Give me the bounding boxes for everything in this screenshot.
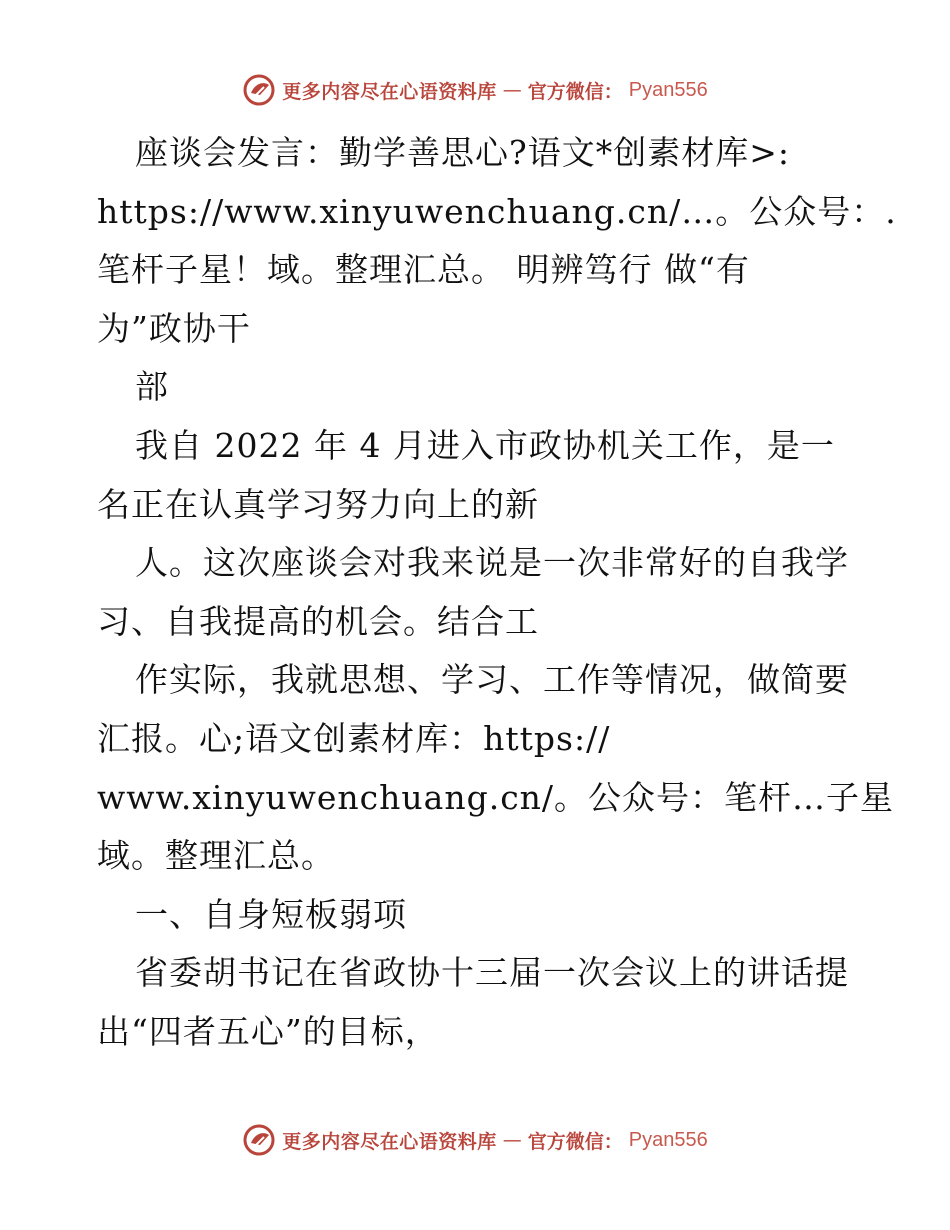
logo-icon — [242, 1123, 276, 1157]
footer-banner — [0, 1120, 950, 1160]
banner-wechat-label: 官方微信： — [527, 80, 623, 103]
text-line: 名正在认真学习努力向上的新 — [97, 484, 539, 524]
logo-icon — [242, 73, 276, 107]
text-line: 汇报。心;语文创素材库：https:// — [97, 718, 611, 758]
document-body — [97, 124, 897, 1062]
banner-separator: — — [502, 79, 522, 101]
section-heading: 一、自身短板弱项 — [135, 894, 407, 934]
banner-wechat-id: Pyan556 — [628, 78, 708, 101]
text-line: 人。这次座谈会对我来说是一次非常好的自我学 — [135, 543, 849, 583]
text-line: 部 — [135, 367, 169, 407]
text-line: 我自 2022 年 4 月进入市政协机关工作，是一 — [135, 425, 835, 465]
text-line: 座谈会发言：勤学善思心?语文*创素材库>: — [135, 133, 790, 172]
text-line: 作实际，我就思想、学习、工作等情况，做简要 — [135, 660, 849, 700]
banner-text: 更多内容尽在心语资料库 — [282, 80, 497, 103]
text-line: 域。整理汇总。 — [97, 836, 335, 876]
text-line: 为”政协干 — [97, 308, 251, 348]
banner-wechat-id: Pyan556 — [628, 1128, 708, 1151]
text-line: 习、自我提高的机会。结合工 — [97, 601, 539, 641]
text-line: www.xinyuwenchuang.cn/。公众号：笔杆…子星 — [97, 777, 895, 817]
banner-separator: — — [502, 1129, 522, 1151]
text-line: 省委胡书记在省政协十三届一次会议上的讲话提 — [135, 953, 849, 993]
header-banner — [0, 70, 950, 110]
banner-text: 更多内容尽在心语资料库 — [282, 1130, 497, 1153]
banner-wechat-label: 官方微信： — [527, 1130, 623, 1153]
text-line: 笔杆子星！域。整理汇总。 明辨笃行 做“有 — [97, 250, 750, 290]
text-line: 出“四者五心”的目标， — [97, 1011, 439, 1051]
text-line: https://www.xinyuwenchuang.cn/…。公众号：. — [97, 191, 897, 231]
